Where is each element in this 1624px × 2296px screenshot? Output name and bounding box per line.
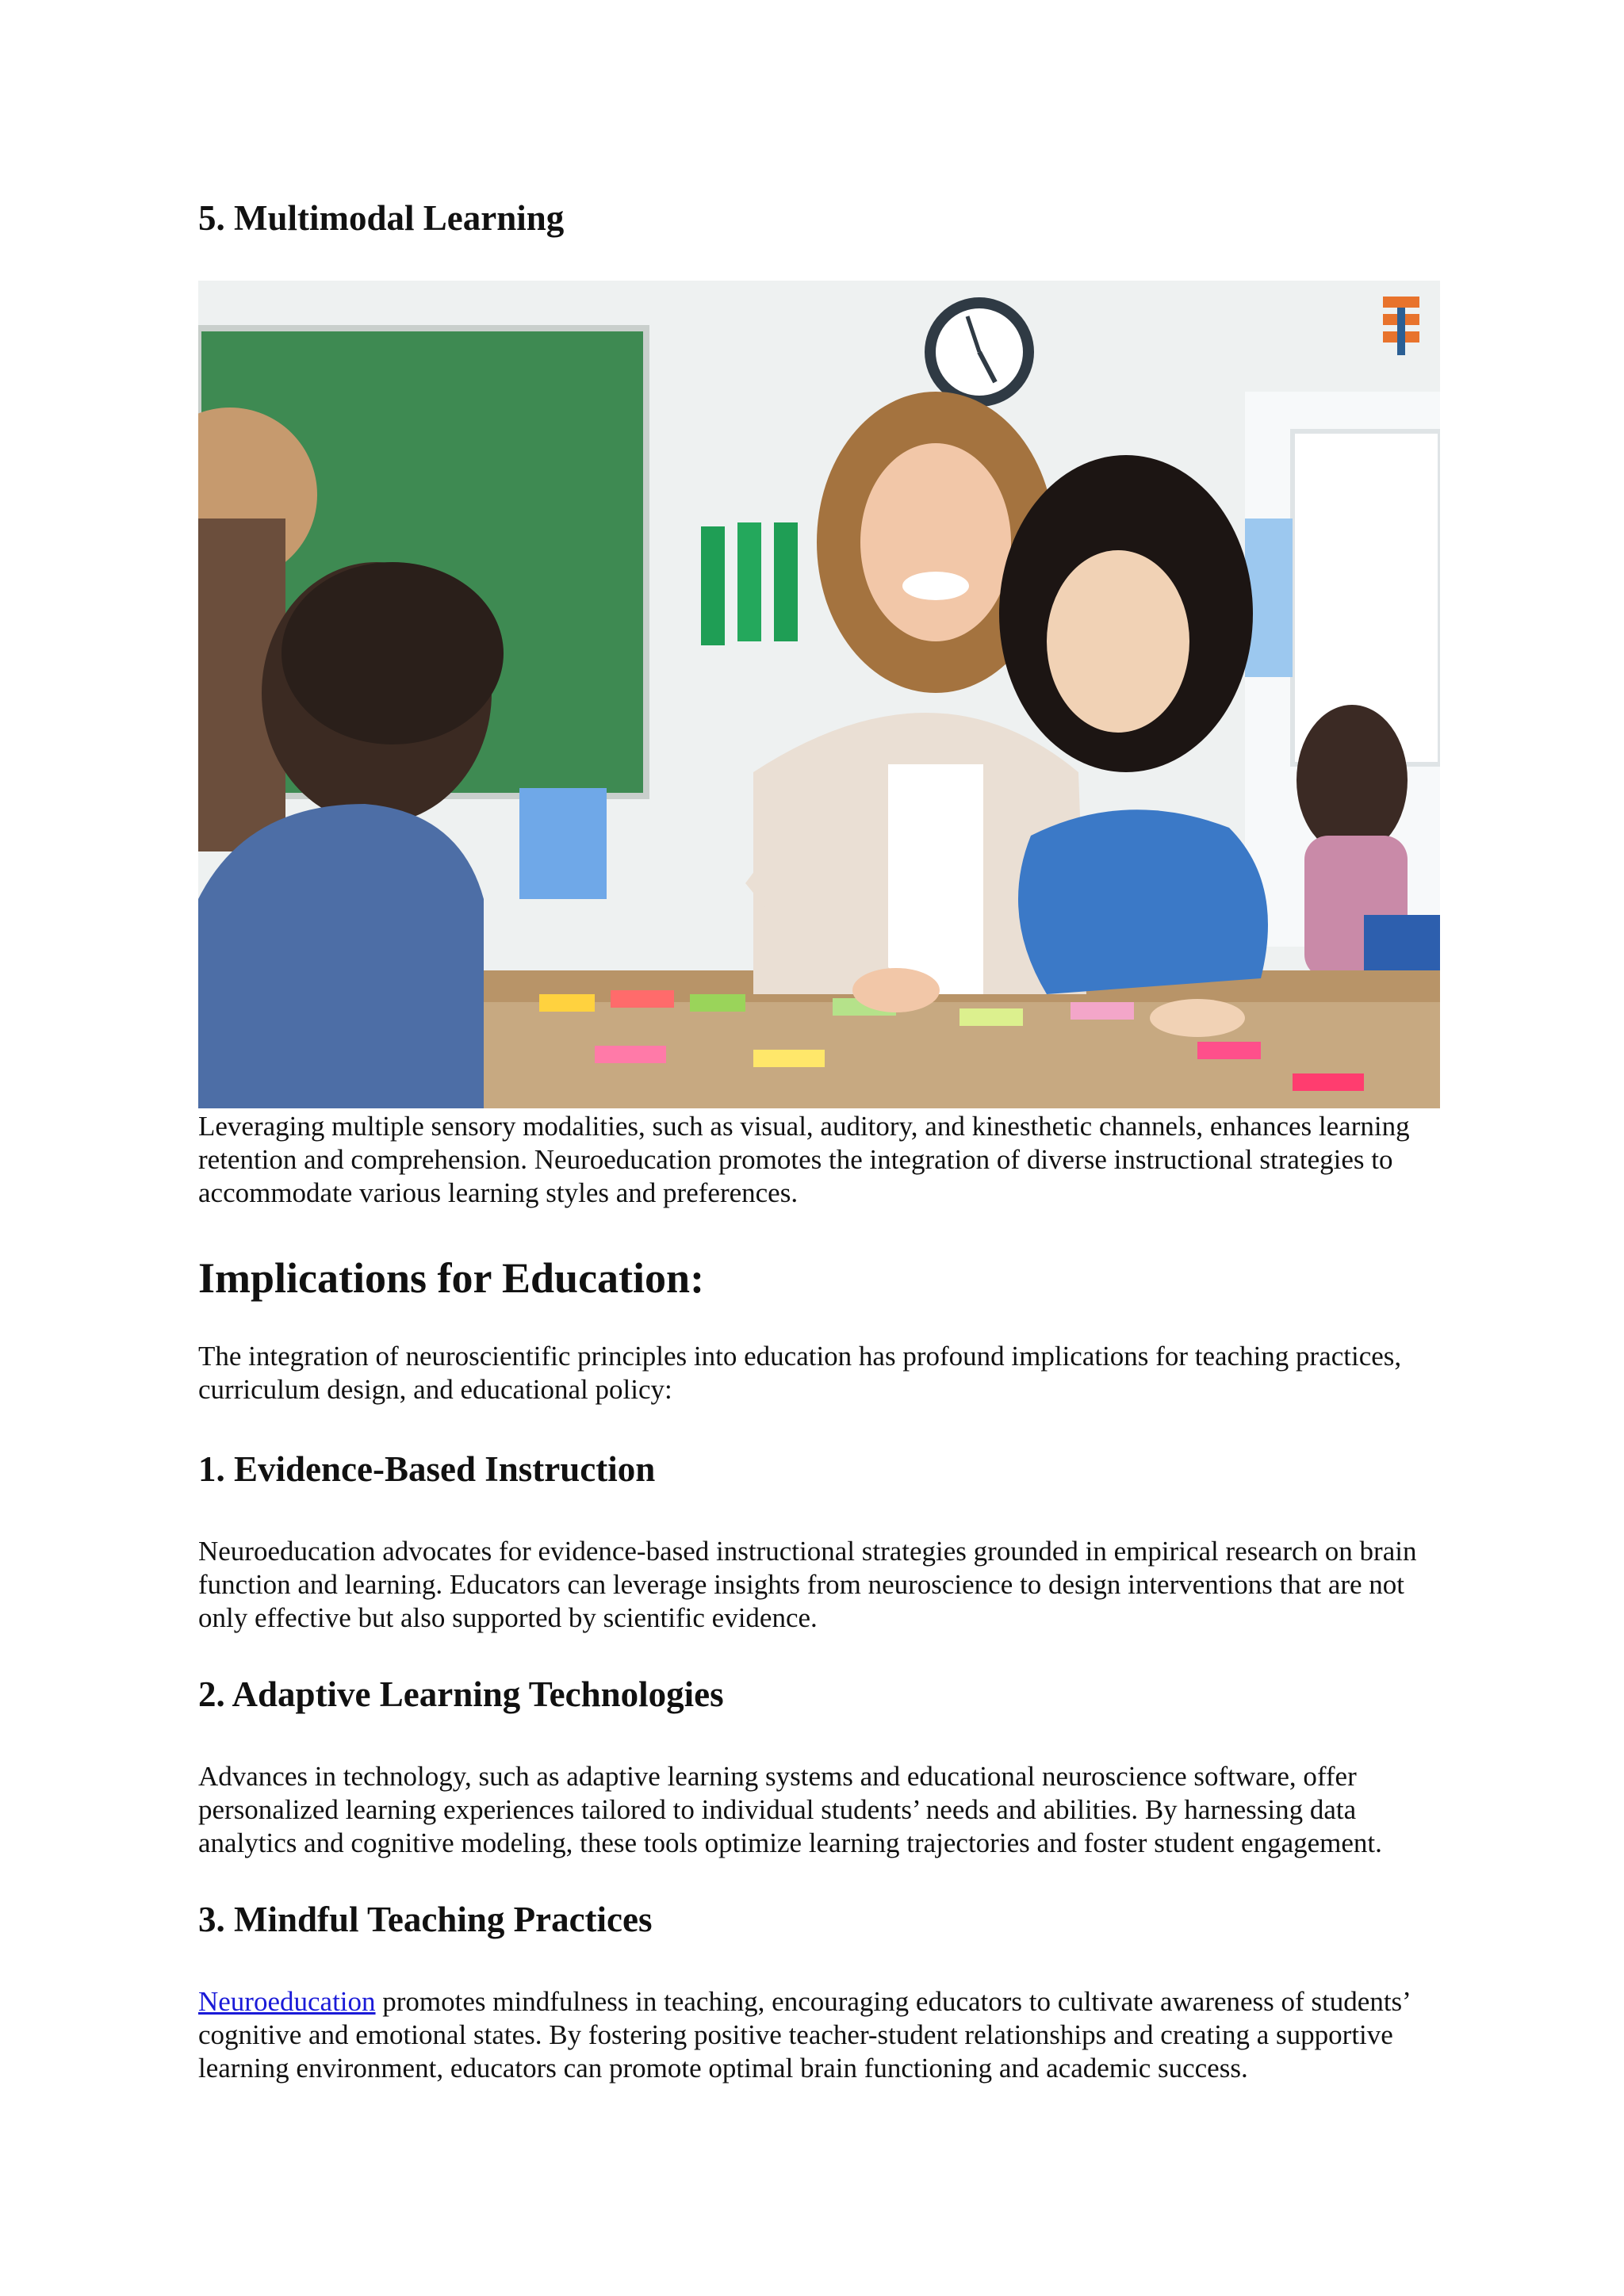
evidence-heading: 1. Evidence-Based Instruction: [198, 1449, 656, 1489]
adaptive-heading: 2. Adaptive Learning Technologies: [198, 1674, 724, 1714]
wall-clock-icon: [930, 303, 1028, 401]
implications-intro: The integration of neuroscientific principles into education has profound implications for teaching practices, curriculum design, and educational policy:: [198, 1341, 1402, 1405]
neuroeducation-link[interactable]: Neuroeducation: [198, 1986, 376, 2017]
evidence-paragraph: Neuroeducation advocates for evidence-based instructional strategies grounded in empirical research on brain function and learning. Educators can leverage insights from neuroscience to design interventions that are not only effective but also supported by scientific evidence.: [198, 1536, 1417, 1633]
mindful-paragraph: [198, 1985, 1440, 2085]
classroom-photo: [198, 281, 1440, 1108]
implications-heading: Implications for Education:: [198, 1254, 705, 1302]
mindful-paragraph-text: promotes mindfulness in teaching, encouraging educators to cultivate awareness of students’ cognitive and emotional states. By fostering positive teacher-student relationships and creating a supportive learning environment, educators can promote optimal brain functioning and academic success.: [198, 1986, 1410, 2084]
mindful-heading: 3. Mindful Teaching Practices: [198, 1900, 653, 1939]
multimodal-heading: 5. Multimodal Learning: [198, 198, 565, 238]
adaptive-paragraph: Advances in technology, such as adaptive learning systems and educational neuroscience software, offer personalized learning experiences tailored to individual students’ needs and abilities. By harnessing data analytics and cognitive modeling, these tools optimize learning trajectories and foster student engagement.: [198, 1761, 1382, 1858]
multimodal-paragraph: Leveraging multiple sensory modalities, such as visual, auditory, and kinesthetic channels, enhances learning retention and comprehension. Neuroeducation promotes the integration of diverse instructional strategies to accommodate various learning styles and preferences.: [198, 1111, 1410, 1208]
